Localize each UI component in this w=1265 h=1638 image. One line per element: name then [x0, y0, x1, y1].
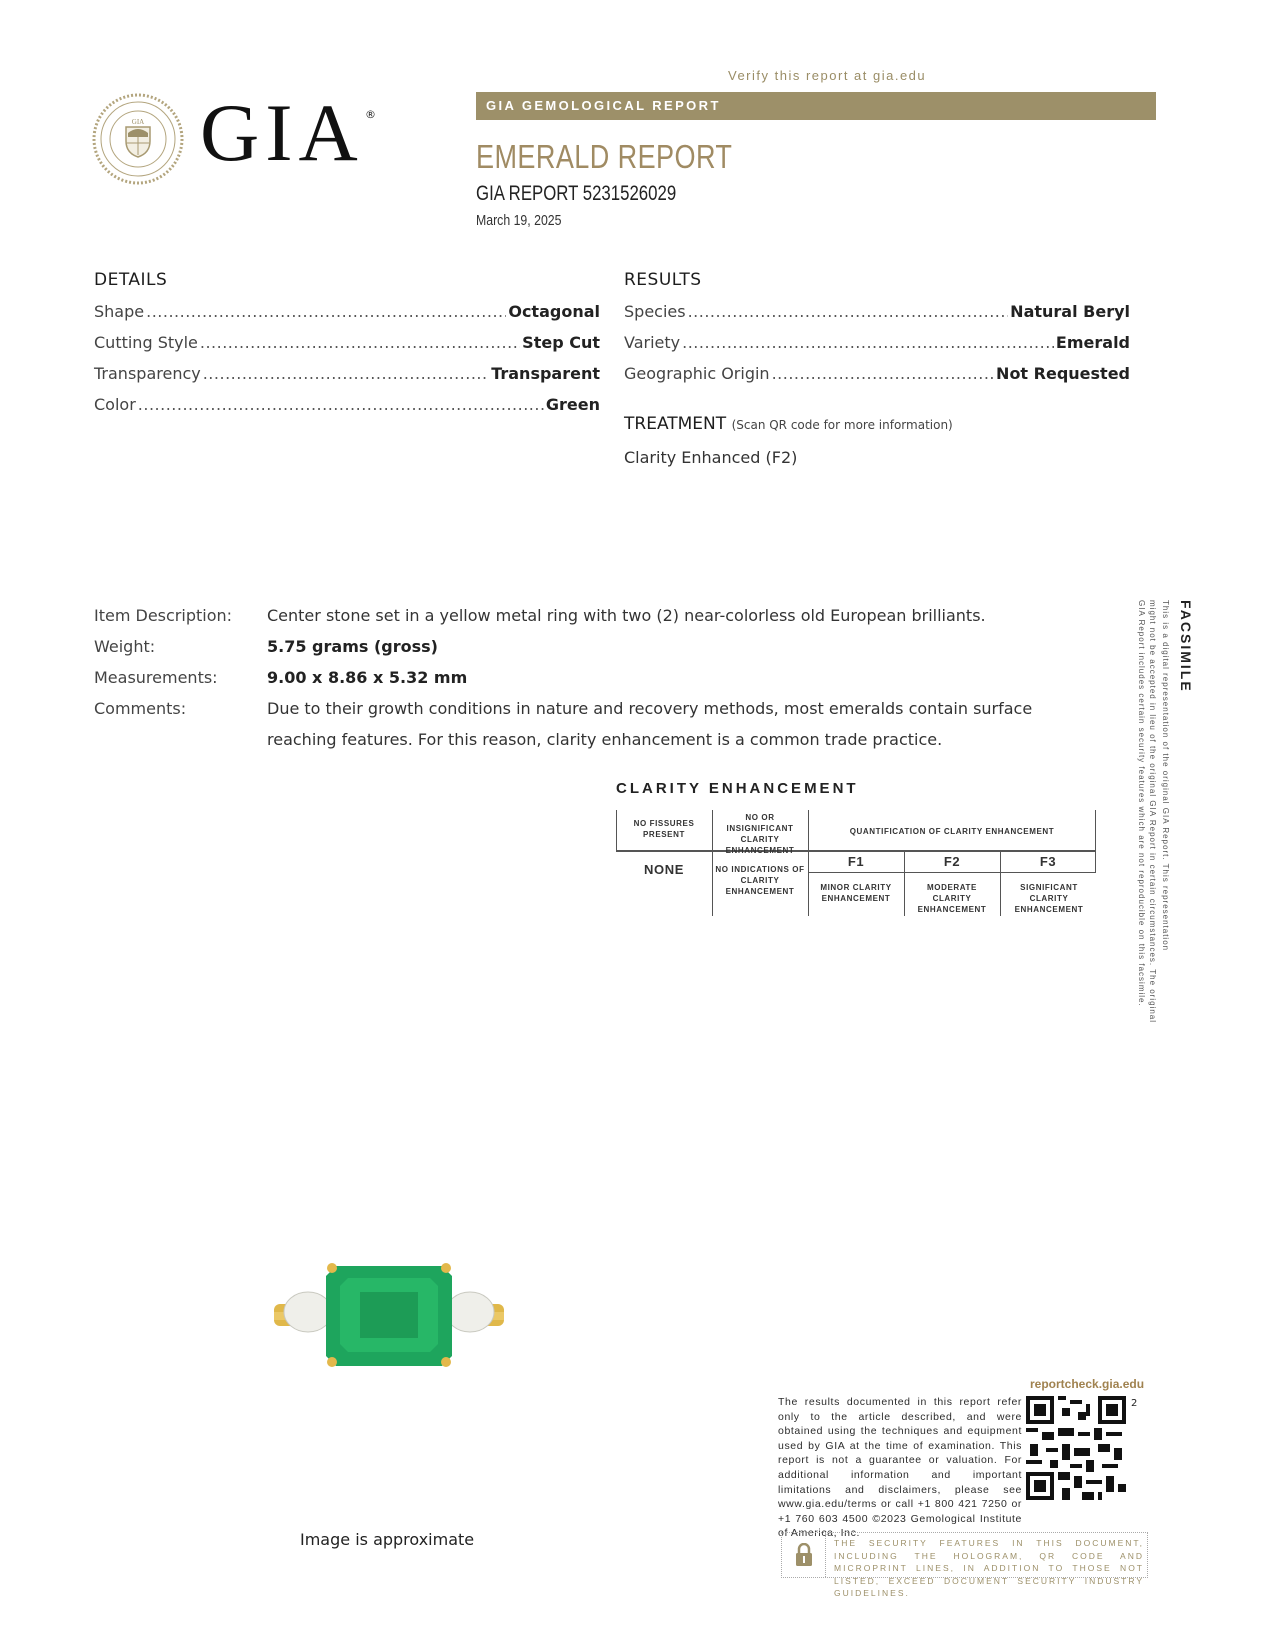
- facsimile-title: FACSIMILE: [1178, 600, 1194, 693]
- clarity-enhancement-title: CLARITY ENHANCEMENT: [616, 780, 859, 797]
- detail-value: Green: [545, 395, 600, 414]
- detail-value: Step Cut: [522, 333, 600, 352]
- report-disclaimer: The results documented in this report refer only to the article described, and were obtained using the techniques and equipment used by GIA at the time of examination. This report is not a guarantee or valuation. For additional information and important limitations and disclaimers, please see www.gia.edu/terms or call +1 800 421 7250 or +1 760 603 4500 ©2023 Gemological Institute of America, Inc.: [778, 1396, 1022, 1540]
- security-features-box: [781, 1532, 1148, 1598]
- item-label: Weight:: [94, 637, 156, 656]
- item-value: Due to their growth conditions in nature and recovery methods, most emeralds contain surface reaching features. For this reason, clarity enhancement is a common trade practice.: [267, 699, 1033, 749]
- item-value: 5.75 grams (gross): [267, 637, 438, 656]
- registered-mark: ®: [365, 108, 376, 121]
- gia-wordmark: GIA: [200, 87, 364, 178]
- grade-f1-desc: MINOR CLARITY ENHANCEMENT: [820, 883, 892, 903]
- item-value: 9.00 x 8.86 x 5.32 mm: [267, 668, 468, 687]
- report-type-title: EMERALD REPORT: [476, 138, 733, 175]
- detail-row-transparency: [94, 364, 600, 395]
- facsimile-line-2: might not be accepted in lieu of the original GIA Report in certain circumstances. The original: [1148, 600, 1157, 1024]
- result-row-geographic-origin: [624, 364, 1130, 395]
- detail-label: Color: [94, 395, 136, 414]
- page-number: 2: [1131, 1398, 1138, 1409]
- treatment-subtitle: (Scan QR code for more information): [731, 418, 953, 432]
- detail-label: Cutting Style: [94, 333, 198, 352]
- gia-seal-logo: [92, 93, 184, 185]
- detail-row-color: [94, 395, 600, 426]
- detail-row-cutting-style: [94, 333, 600, 364]
- security-features-text: THE SECURITY FEATURES IN THIS DOCUMENT, INCLUDING THE HOLOGRAM, QR CODE AND MICROPRINT LINES, IN ADDITION TO THOSE NOT LISTED, EXCEED DOCUMENT SECURITY INDUSTRY GUIDELINES.: [834, 1538, 1144, 1598]
- lock-icon-cell: [782, 1533, 826, 1577]
- facsimile-notice: [1137, 600, 1194, 1040]
- image-approximate-note: Image is approximate: [300, 1530, 475, 1549]
- result-value: Not Requested: [996, 364, 1130, 383]
- details-section: [94, 270, 600, 426]
- facsimile-line-1: This is a digital representation of the original GIA Report. This representation: [1161, 600, 1170, 952]
- result-label: Species: [624, 302, 686, 321]
- reportcheck-link[interactable]: reportcheck.gia.edu: [1030, 1377, 1145, 1391]
- clarity-enhancement-table: [616, 810, 1096, 916]
- grade-f2-desc: MODERATE CLARITY ENHANCEMENT: [917, 883, 987, 914]
- grade-f3: F3: [1039, 854, 1057, 869]
- treatment-heading: [624, 414, 953, 434]
- header-quantification: QUANTIFICATION OF CLARITY ENHANCEMENT: [849, 827, 1055, 836]
- item-row-weight: [94, 631, 1087, 662]
- item-label: Comments:: [94, 699, 187, 718]
- item-label: Item Description:: [94, 606, 233, 625]
- item-row-description: [94, 600, 1087, 631]
- results-section: [624, 270, 1130, 395]
- item-row-comments: [94, 693, 1087, 755]
- result-label: Geographic Origin: [624, 364, 770, 383]
- item-section: [94, 600, 1087, 755]
- header-no-insignificant: NO OR INSIGNIFICANT CLARITY ENHANCEMENT: [725, 813, 795, 855]
- item-label: Measurements:: [94, 668, 218, 687]
- report-number: GIA REPORT 5231526029: [476, 182, 677, 205]
- grade-f3-desc: SIGNIFICANT CLARITY ENHANCEMENT: [1014, 883, 1084, 914]
- grade-f2: F2: [943, 854, 961, 869]
- treatment-value: Clarity Enhanced (F2): [624, 448, 798, 467]
- ring-image: [274, 1260, 504, 1370]
- treatment-title: TREATMENT: [624, 414, 727, 434]
- item-row-measurements: [94, 662, 1087, 693]
- results-title: RESULTS: [624, 270, 702, 290]
- detail-value: Octagonal: [508, 302, 600, 321]
- verify-link[interactable]: Verify this report at gia.edu: [728, 68, 927, 83]
- qr-code[interactable]: [1026, 1396, 1126, 1500]
- result-row-species: [624, 302, 1130, 333]
- facsimile-line-3: GIA Report includes certain security features which are not reproducible on this facsimile.: [1137, 600, 1146, 1007]
- result-label: Variety: [624, 333, 681, 352]
- svg-text:GIA: GIA: [131, 118, 145, 126]
- facsimile-title-line: [1158, 600, 1194, 1040]
- item-value: Center stone set in a yellow metal ring with two (2) near-colorless old European brilliants.: [267, 606, 986, 625]
- value-no-indications: NO INDICATIONS OF CLARITY ENHANCEMENT: [715, 865, 805, 896]
- detail-row-shape: [94, 302, 600, 333]
- detail-label: Shape: [94, 302, 145, 321]
- detail-value: Transparent: [491, 364, 600, 383]
- report-date: March 19, 2025: [476, 212, 562, 229]
- result-value: Natural Beryl: [1010, 302, 1130, 321]
- result-value: Emerald: [1055, 333, 1130, 352]
- header-no-fissures: NO FISSURES PRESENT: [633, 819, 695, 839]
- details-title: DETAILS: [94, 270, 168, 290]
- grade-f1: F1: [847, 854, 865, 869]
- result-row-variety: [624, 333, 1130, 364]
- detail-label: Transparency: [94, 364, 201, 383]
- lock-icon: [794, 1543, 814, 1567]
- value-none: NONE: [644, 862, 684, 877]
- report-header-label: GIA GEMOLOGICAL REPORT: [486, 98, 721, 113]
